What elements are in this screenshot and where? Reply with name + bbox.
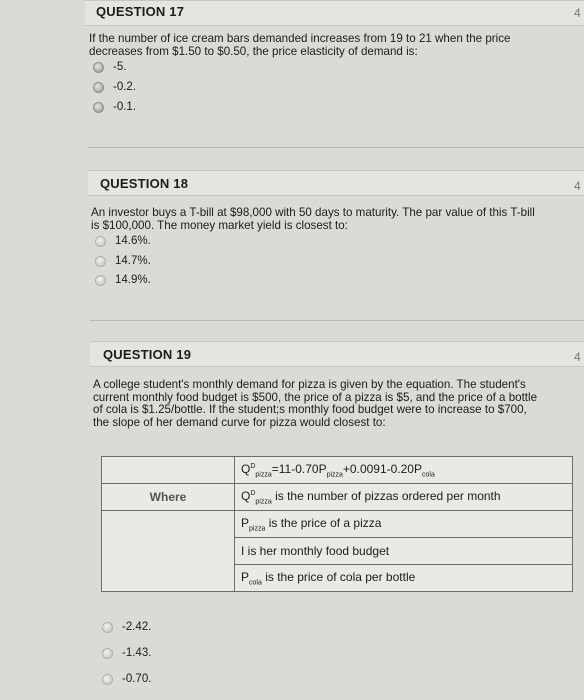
definitions-table: [101, 456, 573, 592]
income-definition: I is her monthly food budget: [235, 538, 573, 565]
q17-option-2-label: -0.2.: [113, 81, 137, 93]
table-row: [102, 484, 573, 511]
q17-points: 4: [574, 6, 581, 20]
q19-option-1-label: -2.42.: [122, 621, 152, 633]
q18-points: 4: [574, 179, 581, 193]
q17-text-line2: decreases from $1.50 to $0.50, the price elasticity of demand is:: [89, 45, 418, 58]
q18-option-3[interactable]: [95, 274, 151, 286]
q17-option-3-label: -0.1.: [113, 101, 137, 113]
radio-button[interactable]: [95, 275, 106, 286]
q19-option-2-label: -1.43.: [122, 647, 152, 659]
q19-text-line3: of cola is $1.25/bottle. If the student;s monthly food budget were to increase to $700,: [93, 403, 527, 416]
q17-option-1-label: -5.: [113, 61, 127, 73]
q19-text: [93, 379, 581, 429]
radio-button[interactable]: [102, 622, 113, 633]
q19-text-line4: the slope of her demand curve for pizza would closest to:: [93, 415, 386, 429]
q-definition: $Q^D_{pizza}$ is the number of pizzas ordered per month: [235, 484, 573, 511]
q18-text: [91, 206, 584, 232]
q17-text-line1: If the number of ice cream bars demanded increases from 19 to 21 when the price: [89, 32, 511, 45]
q18-title: QUESTION 18: [100, 176, 189, 191]
q17-option-3[interactable]: [93, 101, 136, 113]
table-row: [102, 457, 573, 484]
divider: [88, 147, 584, 148]
q19-option-3[interactable]: [102, 673, 151, 685]
q18-option-2[interactable]: [95, 255, 151, 267]
radio-button[interactable]: [102, 674, 113, 685]
radio-button[interactable]: [95, 256, 106, 267]
radio-button[interactable]: [102, 648, 113, 659]
q19-option-2[interactable]: [102, 647, 151, 659]
q18-option-2-label: 14.7%.: [115, 255, 151, 267]
p-pizza-definition: $P_{pizza}$ is the price of a pizza: [235, 511, 573, 538]
radio-button[interactable]: [93, 62, 104, 73]
q17-text: [89, 32, 579, 58]
radio-button[interactable]: [95, 236, 106, 247]
q18-option-1-label: 14.6%.: [115, 235, 151, 247]
q19-option-3-label: -0.70.: [122, 673, 152, 685]
q19-points: 4: [574, 350, 581, 364]
divider: [90, 320, 584, 321]
radio-button[interactable]: [93, 102, 104, 113]
q19-text-line2: current monthly food budget is $500, the price of a pizza is $5, and the price of a bottle: [93, 390, 538, 404]
table-row: [102, 538, 573, 565]
q17-option-2[interactable]: [93, 81, 136, 93]
q17-option-1[interactable]: [93, 61, 126, 73]
q19-option-1[interactable]: [102, 621, 151, 633]
table-row: [102, 511, 573, 538]
where-label: Where: [102, 484, 235, 511]
q18-text-line1: An investor buys a T-bill at $98,000 with 50 days to maturity. The par value of this T-bill: [91, 206, 535, 219]
demand-equation: $Q^D_{pizza}=11-0.70P_{pizza}+0.0091-0.20P_{cola}$: [235, 457, 573, 484]
q17-title: QUESTION 17: [96, 4, 185, 19]
table-row: [102, 565, 573, 592]
p-cola-definition: $P_{cola}$ is the price of cola per bottle: [235, 565, 573, 592]
q19-text-line1: A college student's monthly demand for pizza is given by the equation. The student's: [93, 378, 526, 391]
q18-option-3-label: 14.9%.: [115, 274, 151, 286]
q19-title: QUESTION 19: [103, 347, 192, 362]
q18-text-line2: is $100,000. The money market yield is closest to:: [91, 219, 348, 232]
q18-option-1[interactable]: [95, 235, 151, 247]
radio-button[interactable]: [93, 82, 104, 93]
